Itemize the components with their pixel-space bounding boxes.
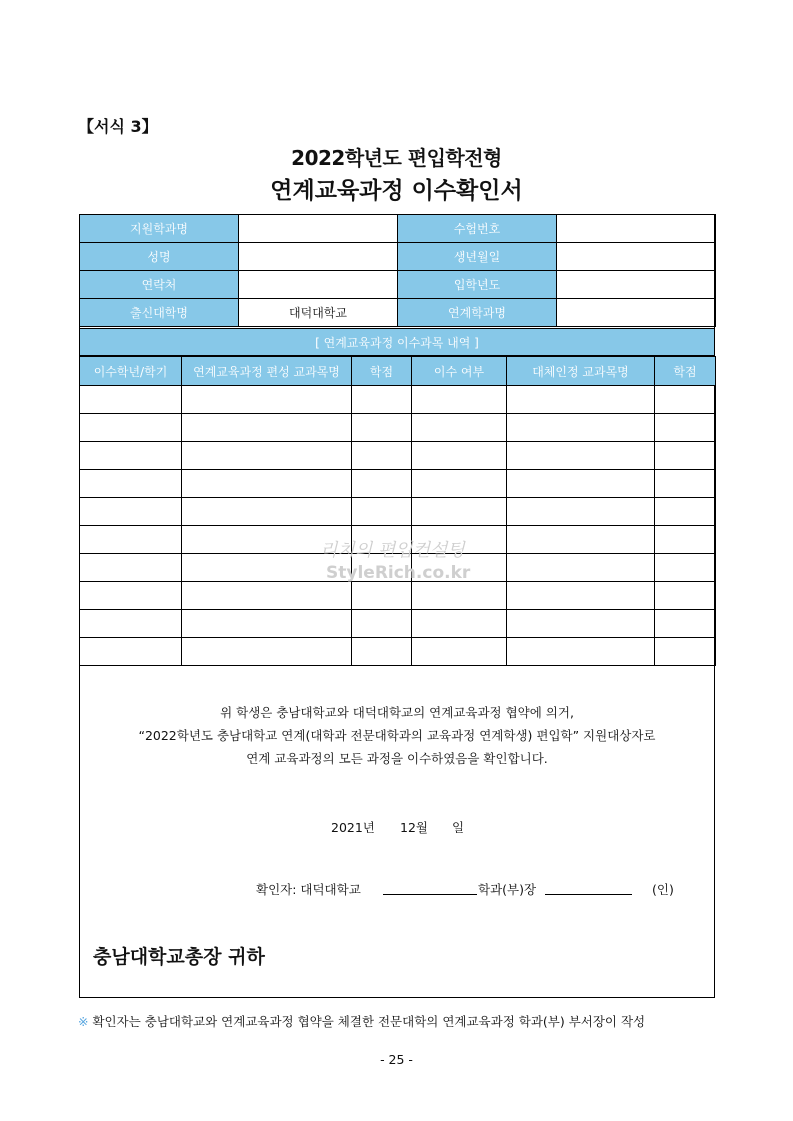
applicant-info-table (79, 214, 716, 327)
credits-cell[interactable] (352, 386, 412, 414)
dept-field[interactable] (239, 215, 398, 243)
confirmer-name-line[interactable] (545, 894, 632, 895)
info-row (80, 243, 716, 271)
course-row (80, 386, 716, 414)
course-row (80, 442, 716, 470)
page-number: - 25 - (380, 1052, 413, 1067)
credits-cell[interactable] (352, 610, 412, 638)
course-row (80, 498, 716, 526)
date-day: 일 (452, 820, 465, 835)
contact-label: 연락처 (80, 271, 239, 299)
addressee: 충남대학교총장 귀하 (93, 946, 265, 968)
completed-cell[interactable] (412, 610, 507, 638)
origin-univ-label: 출신대학명 (80, 299, 239, 327)
substitute-course-cell[interactable] (507, 554, 655, 582)
completed-cell[interactable] (412, 414, 507, 442)
watermark-url-part: .co.kr (415, 563, 471, 583)
seal-mark: (인) (652, 882, 674, 897)
footnote (78, 1012, 645, 1030)
substitute-credits-cell[interactable] (655, 386, 716, 414)
substitute-credits-cell[interactable] (655, 526, 716, 554)
course-row (80, 582, 716, 610)
course-name-cell[interactable] (182, 610, 352, 638)
substitute-course-cell[interactable] (507, 470, 655, 498)
entry-year-field[interactable] (557, 271, 716, 299)
statement-line-2: “2022학년도 충남대학교 연계(대학과 전문대학과의 교육과정 연계학생) 편입학” 지원대상자로 (138, 728, 656, 743)
info-row (80, 299, 716, 327)
term-cell[interactable] (80, 554, 182, 582)
confirmer-title: 학과(부)장 (478, 882, 537, 897)
term-cell[interactable] (80, 610, 182, 638)
substitute-credits-cell[interactable] (655, 498, 716, 526)
course-name-cell[interactable] (182, 442, 352, 470)
term-cell[interactable] (80, 414, 182, 442)
substitute-course-cell[interactable] (507, 442, 655, 470)
term-cell[interactable] (80, 386, 182, 414)
substitute-course-cell[interactable] (507, 414, 655, 442)
form-label: 【서식 3】 (78, 117, 158, 136)
term-cell[interactable] (80, 470, 182, 498)
credits-cell[interactable] (352, 638, 412, 666)
course-name-cell[interactable] (182, 470, 352, 498)
substitute-credits-cell[interactable] (655, 582, 716, 610)
substitute-course-cell[interactable] (507, 582, 655, 610)
credits-cell[interactable] (352, 442, 412, 470)
document-title-year: 2022학년도 편입학전형 (291, 146, 502, 170)
col-substitute-credits: 학점 (655, 357, 716, 386)
substitute-credits-cell[interactable] (655, 638, 716, 666)
course-name-cell[interactable] (182, 582, 352, 610)
course-row (80, 610, 716, 638)
completed-cell[interactable] (412, 386, 507, 414)
col-course-name: 연계교육과정 편성 교과목명 (182, 357, 352, 386)
section-title: [ 연계교육과정 이수과목 내역 ] (80, 329, 715, 356)
linked-dept-label: 연계학과명 (398, 299, 557, 327)
course-row (80, 414, 716, 442)
credits-cell[interactable] (352, 582, 412, 610)
info-row (80, 271, 716, 299)
substitute-course-cell[interactable] (507, 386, 655, 414)
term-cell[interactable] (80, 526, 182, 554)
substitute-course-cell[interactable] (507, 610, 655, 638)
substitute-credits-cell[interactable] (655, 442, 716, 470)
watermark-url-part: Style (326, 563, 375, 583)
info-row (80, 215, 716, 243)
date-month: 12월 (400, 820, 428, 835)
name-field[interactable] (239, 243, 398, 271)
course-name-cell[interactable] (182, 498, 352, 526)
confirmer-dept-line[interactable] (383, 894, 477, 895)
col-term: 이수학년/학기 (80, 357, 182, 386)
col-completed: 이수 여부 (412, 357, 507, 386)
watermark-url-part: Rich (374, 563, 416, 583)
confirmer-prefix: 확인자: 대덕대학교 (256, 882, 361, 897)
entry-year-label: 입학년도 (398, 271, 557, 299)
substitute-course-cell[interactable] (507, 638, 655, 666)
completed-cell[interactable] (412, 582, 507, 610)
course-name-cell[interactable] (182, 386, 352, 414)
col-credits: 학점 (352, 357, 412, 386)
term-cell[interactable] (80, 442, 182, 470)
course-table (79, 356, 716, 666)
date-year: 2021년 (331, 820, 375, 835)
name-label: 성명 (80, 243, 239, 271)
substitute-credits-cell[interactable] (655, 610, 716, 638)
completed-cell[interactable] (412, 498, 507, 526)
substitute-credits-cell[interactable] (655, 414, 716, 442)
course-row (80, 470, 716, 498)
substitute-course-cell[interactable] (507, 498, 655, 526)
course-row (80, 638, 716, 666)
birth-label: 생년월일 (398, 243, 557, 271)
contact-field[interactable] (239, 271, 398, 299)
substitute-credits-cell[interactable] (655, 470, 716, 498)
credits-cell[interactable] (352, 470, 412, 498)
watermark-text: 리치의 편입컨설팅 (320, 540, 465, 561)
statement-line-3: 연계 교육과정의 모든 과정을 이수하였음을 확인합니다. (246, 751, 548, 766)
col-substitute-course: 대체인정 교과목명 (507, 357, 655, 386)
birth-field[interactable] (557, 243, 716, 271)
completed-cell[interactable] (412, 470, 507, 498)
origin-univ-value: 대덕대학교 (239, 299, 398, 327)
completed-cell[interactable] (412, 442, 507, 470)
exam-no-field[interactable] (557, 215, 716, 243)
linked-dept-field[interactable] (557, 299, 716, 327)
term-cell[interactable] (80, 498, 182, 526)
note-mark-icon: ※ (78, 1014, 89, 1029)
section-header-table (79, 328, 715, 356)
statement-line-1: 위 학생은 충남대학교와 대덕대학교의 연계교육과정 협약에 의거, (220, 705, 574, 720)
term-cell[interactable] (80, 582, 182, 610)
exam-no-label: 수험번호 (398, 215, 557, 243)
credits-cell[interactable] (352, 414, 412, 442)
course-header-row (80, 357, 716, 386)
substitute-credits-cell[interactable] (655, 554, 716, 582)
completed-cell[interactable] (412, 638, 507, 666)
substitute-course-cell[interactable] (507, 526, 655, 554)
term-cell[interactable] (80, 638, 182, 666)
note-text: 확인자는 충남대학교와 연계교육과정 협약을 체결한 전문대학의 연계교육과정 학과(부) 부서장이 작성 (92, 1014, 646, 1029)
credits-cell[interactable] (352, 498, 412, 526)
course-name-cell[interactable] (182, 414, 352, 442)
course-name-cell[interactable] (182, 638, 352, 666)
dept-label: 지원학과명 (80, 215, 239, 243)
watermark-url (326, 563, 470, 583)
document-title: 연계교육과정 이수확인서 (270, 178, 523, 204)
